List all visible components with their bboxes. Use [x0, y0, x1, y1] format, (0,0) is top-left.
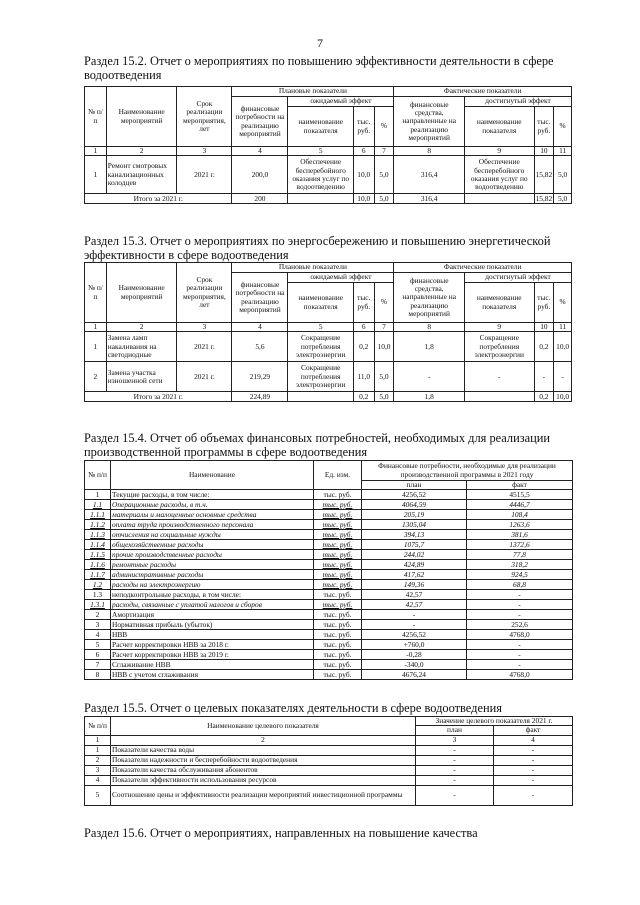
- cell: тыс. руб.: [314, 510, 362, 520]
- table-row: [85, 560, 573, 570]
- cell: 2021 г.: [177, 362, 232, 392]
- cell: тыс. руб.: [314, 550, 362, 560]
- cell: Показатели эффективности использования ресурсов: [111, 775, 416, 785]
- hdr-fact: факт: [467, 481, 573, 490]
- cell: 1,8: [394, 332, 465, 362]
- table-row: [85, 640, 573, 650]
- cell: Показатели надежности и бесперебойности водоотведения: [111, 755, 416, 765]
- cell: 1: [85, 156, 107, 194]
- cell: 424,89: [362, 560, 467, 570]
- table-row: [85, 500, 573, 510]
- hdr-expected: ожидаемый эффект: [288, 97, 394, 107]
- table-row: [85, 580, 573, 590]
- cell: 1: [85, 490, 111, 500]
- hdr-trub: тыс. руб.: [353, 107, 374, 147]
- cell: тыс. руб.: [314, 490, 362, 500]
- cell: тыс. руб.: [314, 630, 362, 640]
- cell: 2021 г.: [177, 332, 232, 362]
- cell: тыс. руб.: [314, 610, 362, 620]
- cell: тыс. руб.: [314, 620, 362, 630]
- cell: 11,0: [353, 362, 374, 392]
- cell: Сокращение потребления электроэнергии: [288, 362, 353, 392]
- col-num: 3: [177, 147, 232, 156]
- hdr-term: Срок реализации мероприятия, лет: [177, 87, 232, 147]
- cell: 15,82: [534, 156, 554, 194]
- cell: Замена ламп накаливания на светодиодные: [106, 332, 177, 362]
- table-row: [85, 660, 573, 670]
- cell: -340,0: [362, 660, 467, 670]
- cell: 2: [85, 755, 111, 765]
- col-num: 10: [534, 147, 554, 156]
- cell: тыс. руб.: [314, 520, 362, 530]
- table-row: [85, 590, 573, 600]
- cell: -: [416, 755, 494, 765]
- hdr-val: Значение целевого показателя 2021 г.: [416, 717, 573, 726]
- row-name: материалы и малоценные основные средства: [111, 510, 314, 520]
- cell: 1.1.6: [85, 560, 111, 570]
- hdr-num: № п/ п: [85, 263, 107, 323]
- cell: тыс. руб.: [314, 580, 362, 590]
- row-name: административные расходы: [111, 570, 314, 580]
- cell: -: [416, 775, 494, 785]
- cell: 200: [232, 194, 288, 204]
- hdr-name: Наименование: [111, 461, 314, 490]
- cell: 316,4: [394, 194, 465, 204]
- table-row: [85, 745, 573, 755]
- table-row: [85, 620, 573, 630]
- table-row: [85, 530, 573, 540]
- col-num: 2: [106, 147, 177, 156]
- col-num: 3: [177, 323, 232, 332]
- table-row: [85, 540, 573, 550]
- hdr-name: Наименование мероприятий: [106, 263, 177, 323]
- table-row: [85, 332, 572, 362]
- table-row: [85, 650, 573, 660]
- hdr-pct: %: [374, 107, 394, 147]
- cell: +760,0: [362, 640, 467, 650]
- cell: -: [467, 590, 573, 600]
- cell: 1.1.2: [85, 520, 111, 530]
- table-row: [85, 362, 572, 392]
- cell: 4: [85, 775, 111, 785]
- cell: 205,19: [362, 510, 467, 520]
- cell: -: [467, 600, 573, 610]
- hdr-num: № п/п: [85, 717, 111, 736]
- hdr-fin: Финансовые потребности, необходимые для реализации производственной программы в 2021 году: [362, 461, 573, 481]
- cell: тыс. руб.: [314, 650, 362, 660]
- cell: -: [494, 785, 573, 805]
- cell: 4446,7: [467, 500, 573, 510]
- row-name: оплата труда производственного персонала: [111, 520, 314, 530]
- cell: -: [494, 775, 573, 785]
- cell: -: [416, 745, 494, 755]
- row-name: неподконтрольные расходы, в том числе:: [111, 590, 314, 600]
- hdr-pct: %: [554, 283, 572, 323]
- hdr-fin-spent: финансовые средства, направленные на реализацию мероприятий: [394, 97, 465, 147]
- cell: 1,8: [394, 392, 465, 402]
- cell: -: [362, 610, 467, 620]
- row-name: общехозяйственные расходы: [111, 540, 314, 550]
- col-num: 6: [353, 323, 374, 332]
- cell: тыс. руб.: [314, 500, 362, 510]
- hdr-expected: ожидаемый эффект: [288, 273, 394, 283]
- hdr-fin-spent: финансовые средства, направленные на реализацию мероприятий: [394, 273, 465, 323]
- row-name: отчисления на социальные нужды: [111, 530, 314, 540]
- cell: 417,62: [362, 570, 467, 580]
- cell: 1305,04: [362, 520, 467, 530]
- cell: 318,2: [467, 560, 573, 570]
- section-15-5-heading: Раздел 15.5. Отчет о целевых показателях деятельности в сфере водоотведения: [84, 701, 502, 715]
- hdr-trub: тыс. руб.: [353, 283, 374, 323]
- cell: тыс. руб.: [314, 670, 362, 680]
- cell: 5,0: [374, 392, 394, 402]
- cell: -: [416, 785, 494, 805]
- cell: 219,29: [232, 362, 288, 392]
- cell: 924,5: [467, 570, 573, 580]
- cell: тыс. руб.: [314, 660, 362, 670]
- table-row: [85, 755, 573, 765]
- hdr-ind: наименование показателя: [288, 283, 353, 323]
- table-row: [85, 490, 573, 500]
- cell: 2: [85, 610, 111, 620]
- section-15-3-heading: Раздел 15.3. Отчет о мероприятиях по энергосбережению и повышению энергетической эффективности в сфере водоотведения: [84, 234, 551, 262]
- hdr-fact: Фактические показатели: [394, 263, 572, 273]
- hdr-achieved: достигнутый эффект: [464, 97, 571, 107]
- hdr-pct: %: [374, 283, 394, 323]
- col-num: 5: [288, 323, 353, 332]
- cell: 42,57: [362, 600, 467, 610]
- cell: 10,0: [554, 392, 572, 402]
- hdr-pct: %: [554, 107, 572, 147]
- cell: 1.3: [85, 590, 111, 600]
- hdr-fact: Фактические показатели: [394, 87, 572, 97]
- total-row: [85, 392, 572, 402]
- col-num: 8: [394, 147, 465, 156]
- cell: [288, 392, 353, 402]
- table-row: [85, 670, 573, 680]
- table-row: [85, 520, 573, 530]
- hdr-num: № п/п: [85, 461, 111, 490]
- cell: 0,2: [534, 392, 554, 402]
- cell: -: [494, 755, 573, 765]
- cell: 5,0: [374, 362, 394, 392]
- hdr-fin-need: финансовые потребности на реализацию мероприятий: [232, 97, 288, 147]
- col-num: 1: [85, 323, 107, 332]
- cell: тыс. руб.: [314, 590, 362, 600]
- cell: Обеспечение бесперебойного оказания услуг по водоотведению: [288, 156, 353, 194]
- cell: Обеспечение бесперебойного оказания услуг по водоотведению: [464, 156, 534, 194]
- row-name: Текущие расходы, в том числе:: [111, 490, 314, 500]
- row-name: Расчет корректировки НВВ за 2019 г.: [111, 650, 314, 660]
- cell: 4256,52: [362, 630, 467, 640]
- hdr-achieved: достигнутый эффект: [464, 273, 571, 283]
- cell: Ремонт смотровых канализационных колодцев: [106, 156, 177, 194]
- cell: Показатели качества воды: [111, 745, 416, 755]
- hdr-trub: тыс. руб.: [534, 283, 554, 323]
- hdr-term: Срок реализации мероприятия, лет: [177, 263, 232, 323]
- total-label: Итого за 2021 г.: [85, 392, 232, 402]
- cell: 316,4: [394, 156, 465, 194]
- row-name: Амортизация: [111, 610, 314, 620]
- cell: 5: [85, 640, 111, 650]
- table-row: [85, 610, 573, 620]
- cell: 224,89: [232, 392, 288, 402]
- table-row: [85, 765, 573, 775]
- cell: 15,82: [535, 193, 553, 203]
- table-15-3: [84, 262, 572, 402]
- cell: Сокращение потребления электроэнергии: [464, 332, 534, 362]
- cell: тыс. руб.: [314, 540, 362, 550]
- row-name: Сглаживание НВВ: [111, 660, 314, 670]
- cell: 8: [85, 670, 111, 680]
- cell: 68,8: [467, 580, 573, 590]
- total-row: [85, 194, 572, 204]
- cell: -: [467, 660, 573, 670]
- col-num: 7: [374, 147, 394, 156]
- col-num: 2: [111, 735, 416, 745]
- cell: -: [467, 650, 573, 660]
- row-name: Расчет корректировки НВВ за 2018 г.: [111, 640, 314, 650]
- hdr-ind: наименование показателя: [464, 283, 534, 323]
- col-num: 4: [232, 323, 288, 332]
- cell: 0,2: [353, 392, 374, 402]
- cell: 1.1: [85, 500, 111, 510]
- cell: -: [554, 362, 572, 392]
- cell: -: [494, 745, 573, 755]
- cell: 77,8: [467, 550, 573, 560]
- cell: 1075,7: [362, 540, 467, 550]
- cell: 1.2: [85, 580, 111, 590]
- cell: 4256,52: [362, 490, 467, 500]
- section-15-2-heading: Раздел 15.2. Отчет о мероприятиях по повышению эффективности деятельности в сфере водоотведения: [84, 54, 554, 82]
- cell: 1.1.5: [85, 550, 111, 560]
- cell: -: [362, 620, 467, 630]
- cell: тыс. руб.: [314, 530, 362, 540]
- cell: 3: [85, 620, 111, 630]
- row-name: ремонтные расходы: [111, 560, 314, 570]
- cell: 1: [85, 332, 107, 362]
- cell: [464, 392, 534, 402]
- cell: -: [464, 362, 534, 392]
- table-15-4: [84, 460, 573, 680]
- col-num: 9: [464, 323, 534, 332]
- hdr-plan: Плановые показатели: [232, 263, 394, 273]
- col-num: 10: [534, 323, 554, 332]
- row-name: НВВ: [111, 630, 314, 640]
- cell: 4515,5: [467, 490, 573, 500]
- cell: 4768,0: [467, 630, 573, 640]
- table-row: [85, 550, 573, 560]
- cell: [464, 194, 534, 204]
- hdr-name: Наименование целевого показателя: [111, 717, 416, 736]
- row-name: расходы, связанные с уплатой налогов и сборов: [111, 600, 314, 610]
- cell: 1372,6: [467, 540, 573, 550]
- table-row: [85, 510, 573, 520]
- hdr-plan: план: [362, 481, 467, 490]
- cell: 4064,59: [362, 500, 467, 510]
- col-num: 5: [288, 147, 353, 156]
- cell: Сокращение потребления электроэнергии: [288, 332, 353, 362]
- cell: [288, 194, 353, 204]
- cell: 42,57: [362, 590, 467, 600]
- cell: 10,0: [374, 332, 394, 362]
- cell: 394,13: [362, 530, 467, 540]
- cell: 4676,24: [362, 670, 467, 680]
- row-name: расходы на электроэнергию: [111, 580, 314, 590]
- cell: 5,6: [232, 332, 288, 362]
- row-name: Нормативная прибыль (убыток): [111, 620, 314, 630]
- hdr-name: Наименование мероприятий: [106, 87, 177, 147]
- hdr-plan: план: [416, 726, 494, 735]
- col-num: 6: [353, 147, 374, 156]
- cell: -0,28: [362, 650, 467, 660]
- col-num: 2: [106, 323, 177, 332]
- cell: 10,0: [353, 194, 374, 204]
- hdr-ind: наименование показателя: [464, 107, 534, 147]
- cell: 0,2: [353, 332, 374, 362]
- cell: Показатели качества обслуживания абонентов: [111, 765, 416, 775]
- cell: 1: [85, 745, 111, 755]
- cell: 10,0: [554, 332, 572, 362]
- cell: 6: [85, 650, 111, 660]
- cell: -: [494, 765, 573, 775]
- table-row: [85, 775, 573, 785]
- hdr-trub: тыс. руб.: [534, 107, 554, 147]
- cell: -: [394, 362, 465, 392]
- cell: 1.1.4: [85, 540, 111, 550]
- cell: 1.3.1: [85, 600, 111, 610]
- col-num: 9: [464, 147, 534, 156]
- cell: 3: [85, 765, 111, 775]
- cell: тыс. руб.: [314, 570, 362, 580]
- col-num: 11: [554, 147, 572, 156]
- hdr-plan: Плановые показатели: [232, 87, 394, 97]
- col-num: 1: [85, 147, 107, 156]
- row-name: прочие производственные расходы: [111, 550, 314, 560]
- cell: 381,6: [467, 530, 573, 540]
- section-15-4-heading: Раздел 15.4. Отчет об объемах финансовых потребностей, необходимых для реализации производственной программы в сфере водоотведения: [84, 431, 551, 459]
- cell: 2: [85, 362, 107, 392]
- cell: 4: [85, 630, 111, 640]
- row-name: Операционные расходы, в т.ч.: [111, 500, 314, 510]
- cell: -: [534, 362, 554, 392]
- col-num: 4: [232, 147, 288, 156]
- cell: 1263,6: [467, 520, 573, 530]
- cell: 1.1.1: [85, 510, 111, 520]
- table-row: [85, 600, 573, 610]
- cell: 5,0: [374, 156, 394, 194]
- cell: 108,4: [467, 510, 573, 520]
- col-num: 3: [416, 735, 494, 745]
- cell: 149,36: [362, 580, 467, 590]
- cell: 0,2: [534, 332, 554, 362]
- cell: 252,6: [467, 620, 573, 630]
- hdr-fin-need: финансовые потребности на реализацию мероприятий: [232, 273, 288, 323]
- row-name: НВВ с учетом сглаживания: [111, 670, 314, 680]
- cell: -: [416, 765, 494, 775]
- table-row: [85, 156, 572, 194]
- cell: 244,02: [362, 550, 467, 560]
- page-number: 7: [317, 36, 323, 50]
- cell: -: [467, 610, 573, 620]
- section-15-6-heading: Раздел 15.6. Отчет о мероприятиях, направленных на повышение качества: [84, 826, 478, 840]
- cell: 200,0: [232, 156, 288, 194]
- table-15-5: [84, 716, 573, 806]
- table-row: [85, 785, 573, 805]
- cell: 2021 г.: [177, 156, 232, 194]
- cell: Замена участка изношенной сети: [106, 362, 177, 392]
- hdr-unit: Ед. изм.: [314, 461, 362, 490]
- cell: 1.1.3: [85, 530, 111, 540]
- cell: -: [467, 640, 573, 650]
- col-num: 11: [554, 323, 572, 332]
- cell: тыс. руб.: [314, 640, 362, 650]
- col-num: 8: [394, 323, 465, 332]
- col-num: 4: [494, 735, 573, 745]
- hdr-ind: наименование показателя: [288, 107, 353, 147]
- col-num: 1: [85, 735, 111, 745]
- cell: тыс. руб.: [314, 600, 362, 610]
- cell: 5,0: [554, 156, 572, 194]
- cell: Соотношение цены и эффективности реализации мероприятий инвестиционной программы: [111, 785, 416, 805]
- table-15-4-body: [85, 490, 573, 680]
- table-15-2: [84, 86, 572, 204]
- cell: тыс. руб.: [314, 560, 362, 570]
- cell: 7: [85, 660, 111, 670]
- col-num: 7: [374, 323, 394, 332]
- total-label: Итого за 2021 г.: [85, 194, 232, 204]
- table-row: [85, 630, 573, 640]
- cell: 5,0: [374, 194, 394, 204]
- cell: 5,0: [554, 194, 572, 204]
- cell: 5: [85, 785, 111, 805]
- cell: 1.1.7: [85, 570, 111, 580]
- hdr-fact: факт: [494, 726, 573, 735]
- table-row: [85, 570, 573, 580]
- hdr-num: № п/ п: [85, 87, 107, 147]
- cell: 4768,0: [467, 670, 573, 680]
- cell: 10,0: [353, 156, 374, 194]
